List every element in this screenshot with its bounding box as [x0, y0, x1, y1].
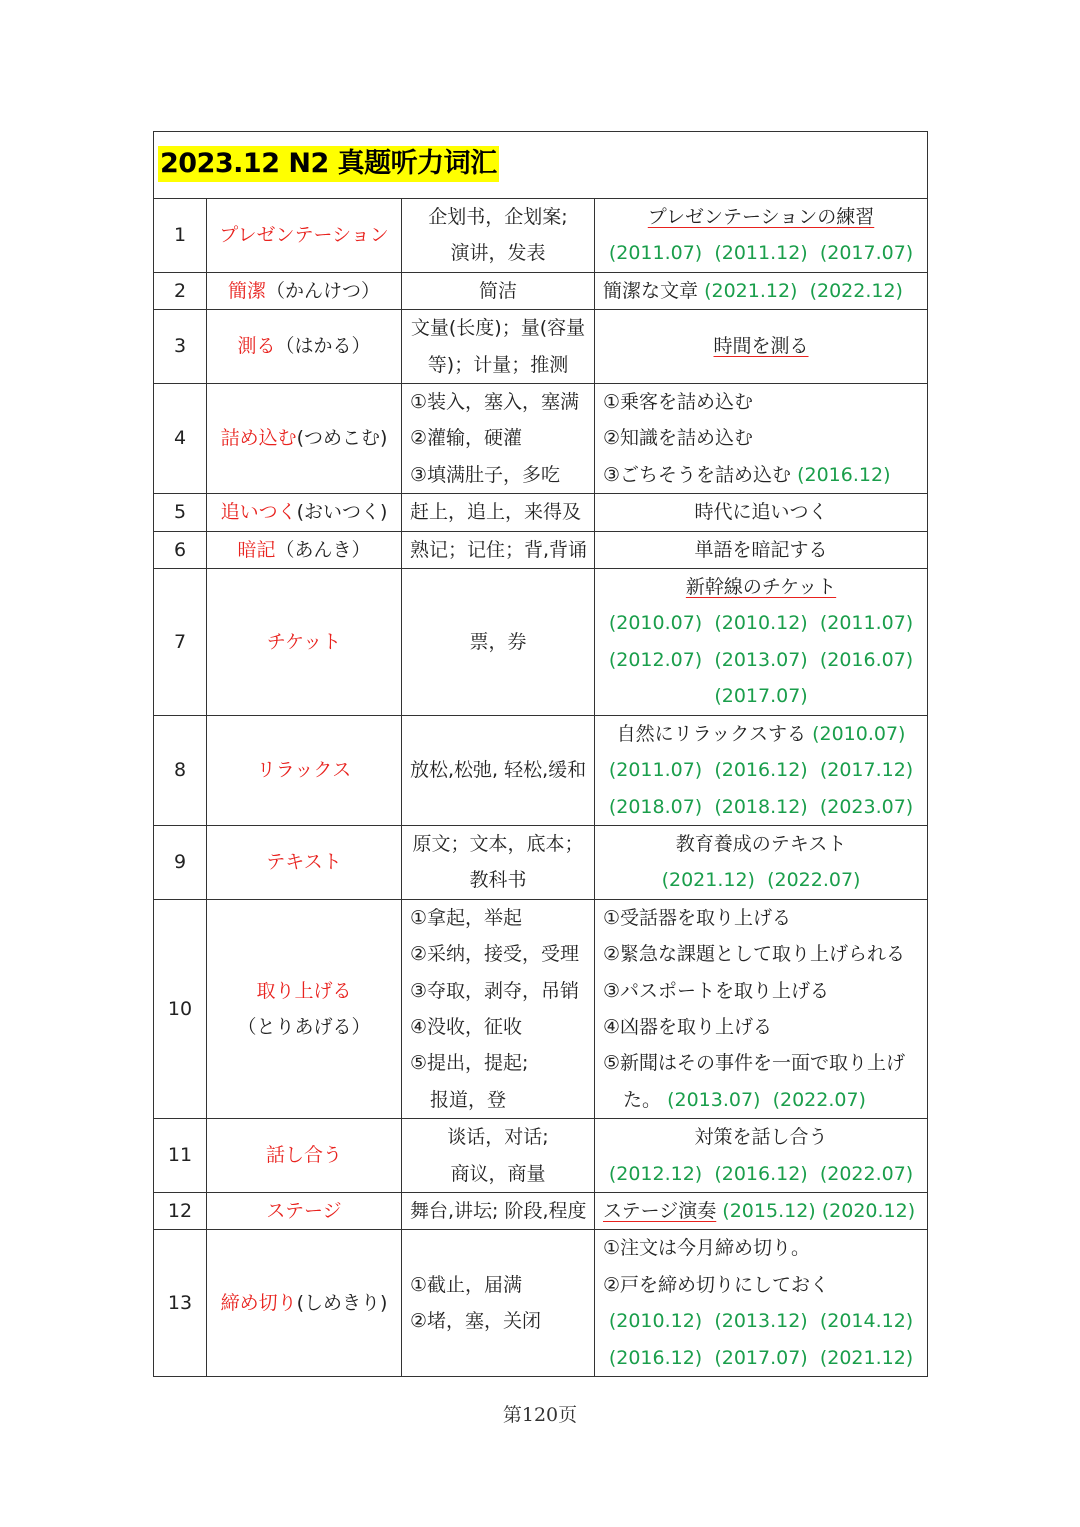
example: 時代に追いつく — [595, 494, 928, 531]
vocab-word: テキスト — [207, 825, 402, 899]
meaning: 简洁 — [402, 272, 595, 309]
example: 自然にリラックスする (2010.07) (2011.07) (2016.12) (2017.12) (2018.07) (2018.12) (2023.07) — [595, 715, 928, 825]
example: 対策を話し合う (2012.12) (2016.12) (2022.07) — [595, 1119, 928, 1193]
meaning: ①截止，届满 ②堵，塞，关闭 — [402, 1230, 595, 1377]
meaning: 谈话，对话; 商议，商量 — [402, 1119, 595, 1193]
vocab-word: ステージ — [207, 1192, 402, 1229]
row-number: 7 — [154, 569, 207, 716]
vocab-word: 取り上げる （とりあげる） — [207, 899, 402, 1118]
row-number: 6 — [154, 531, 207, 568]
vocab-word: 測る（はかる） — [207, 310, 402, 384]
vocab-word: 詰め込む(つめこむ) — [207, 384, 402, 494]
row-number: 10 — [154, 899, 207, 1118]
example: 教育養成のテキスト (2021.12) (2022.07) — [595, 825, 928, 899]
vocab-word: 簡潔（かんけつ） — [207, 272, 402, 309]
example: 単語を暗記する — [595, 531, 928, 568]
meaning: 放松,松弛, 轻松,缓和 — [402, 715, 595, 825]
example: ①受話器を取り上げる ②緊急な課題として取り上げられる ③パスポートを取り上げる ④凶器を取り上げる ⑤新聞はその事件を一面で取り上げ た。 (2013.07) (2022.07) — [595, 899, 928, 1118]
row-number: 1 — [154, 199, 207, 273]
vocab-word: プレゼンテーション — [207, 199, 402, 273]
table-row — [154, 1230, 928, 1377]
meaning: 熟记；记住；背,背诵 — [402, 531, 595, 568]
vocab-word: 暗記（あんき） — [207, 531, 402, 568]
example: 簡潔な文章 (2021.12) (2022.12) — [595, 272, 928, 309]
meaning: 企划书，企划案; 演讲，发表 — [402, 199, 595, 273]
vocab-word: チケット — [207, 569, 402, 716]
vocab-word: 話し合う — [207, 1119, 402, 1193]
table-row — [154, 569, 928, 716]
row-number: 5 — [154, 494, 207, 531]
meaning: 舞台,讲坛; 阶段,程度 — [402, 1192, 595, 1229]
table-row — [154, 494, 928, 531]
page-title: 2023.12 N2 真题听力词汇 — [158, 146, 499, 182]
row-number: 2 — [154, 272, 207, 309]
table-row — [154, 715, 928, 825]
table-row — [154, 531, 928, 568]
row-number: 13 — [154, 1230, 207, 1377]
row-number: 12 — [154, 1192, 207, 1229]
vocab-table — [153, 131, 928, 1377]
table-row — [154, 1192, 928, 1229]
row-number: 3 — [154, 310, 207, 384]
row-number: 11 — [154, 1119, 207, 1193]
example: 時間を測る — [595, 310, 928, 384]
example: ①注文は今月締め切り。 ②戸を締め切りにしておく (2010.12) (2013.12) (2014.12) (2016.12) (2017.07) (2021.12) — [595, 1230, 928, 1377]
table-row — [154, 384, 928, 494]
table-row — [154, 272, 928, 309]
table-row — [154, 1119, 928, 1193]
example: 新幹線のチケット (2010.07) (2010.12) (2011.07) (2012.07) (2013.07) (2016.07) (2017.07) — [595, 569, 928, 716]
example: プレゼンテーションの練習 (2011.07) (2011.12) (2017.07) — [595, 199, 928, 273]
meaning: 原文；文本，底本； 教科书 — [402, 825, 595, 899]
example: ステージ演奏 (2015.12) (2020.12) — [595, 1192, 928, 1229]
table-row — [154, 899, 928, 1118]
row-number: 4 — [154, 384, 207, 494]
vocab-word: 追いつく(おいつく) — [207, 494, 402, 531]
page-number: 第120页 — [502, 1404, 578, 1426]
table-row — [154, 310, 928, 384]
meaning: 票，券 — [402, 569, 595, 716]
row-number: 9 — [154, 825, 207, 899]
table-row — [154, 825, 928, 899]
title-row — [154, 132, 928, 199]
meaning: ①拿起，举起 ②采纳，接受，受理 ③夺取，剥夺，吊销 ④没收，征收 ⑤提出，提起; 报道，登 — [402, 899, 595, 1118]
example: ①乗客を詰め込む ②知識を詰め込む ③ごちそうを詰め込む (2016.12) — [595, 384, 928, 494]
vocab-word: リラックス — [207, 715, 402, 825]
vocab-word: 締め切り(しめきり) — [207, 1230, 402, 1377]
table-row — [154, 199, 928, 273]
row-number: 8 — [154, 715, 207, 825]
meaning: ①装入，塞入，塞满 ②灌输，硬灌 ③填满肚子，多吃 — [402, 384, 595, 494]
meaning: 赶上，追上，来得及 — [402, 494, 595, 531]
meaning: 文量(长度)；量(容量 等)；计量；推测 — [402, 310, 595, 384]
